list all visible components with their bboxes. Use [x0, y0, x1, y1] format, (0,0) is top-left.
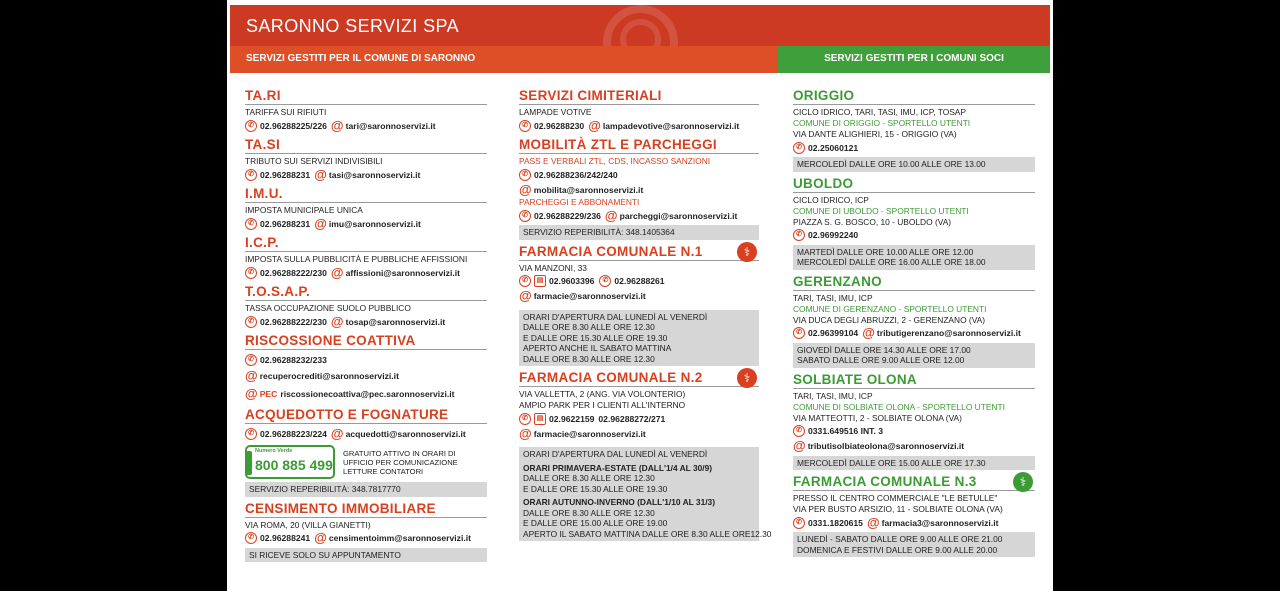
- section-solbiate: [793, 372, 1035, 471]
- pharmacy-icon: ⚕: [737, 368, 757, 388]
- email-address[interactable]: tributigerenzano@saronnoservizi.it: [876, 328, 1021, 338]
- numero-verde-badge[interactable]: [245, 445, 335, 479]
- section-title: TA.RI: [245, 88, 487, 105]
- contact-row: [245, 426, 487, 441]
- section-desc: LAMPADE VOTIVE: [519, 107, 592, 117]
- section-title: TA.SI: [245, 137, 487, 154]
- email-address[interactable]: farmacie@saronnoservizi.it: [533, 428, 646, 439]
- section-address: VIA DANTE ALIGHIERI, 15 - ORIGGIO (VA): [793, 129, 957, 139]
- section-uboldo: [793, 176, 1035, 270]
- pharmacy-icon: ⚕: [1013, 472, 1033, 492]
- contact-row: [245, 314, 487, 329]
- phone-icon: ✆: [519, 120, 531, 132]
- phone-number[interactable]: 02.96288225/226: [260, 120, 327, 131]
- pharmacy-icon: ⚕: [737, 242, 757, 262]
- section-address: VIA DUCA DEGLI ABRUZZI, 2 - GERENZANO (VA): [793, 314, 986, 325]
- hours-line: APERTO IL SABATO MATTINA DALLE ORE 8.30 ALLE ORE12.30: [523, 528, 772, 539]
- email-icon: @: [314, 530, 327, 545]
- hours-line: E DALLE ORE 15.30 ALLE ORE 19.30: [523, 483, 668, 494]
- hours-line: DALLE ORE 8.30 ALLE ORE 12.30: [523, 473, 655, 483]
- contact-row: [519, 426, 759, 441]
- phone-icon: ✆: [519, 275, 531, 287]
- section-tosap: [245, 284, 487, 329]
- phone-icon: ✆: [519, 413, 531, 425]
- hours-line: LUNEDÌ - SABATO DALLE ORE 9.00 ALLE ORE 21.00: [797, 534, 1003, 544]
- phone-icon: ✆: [793, 229, 805, 241]
- section-title: ORIGGIO: [793, 88, 1035, 105]
- section-desc: TASSA OCCUPAZIONE SUOLO PUBBLICO: [245, 303, 411, 313]
- section-origgio: [793, 88, 1035, 172]
- email-icon: @: [245, 368, 258, 383]
- section-farmacia-2: [519, 370, 772, 541]
- header-bar: [230, 5, 1050, 46]
- phone-icon: ✆: [245, 316, 257, 328]
- section-title: FARMACIA COMUNALE N.2: [519, 370, 759, 387]
- section-address: VIA ROMA, 20 (VILLA GIANETTI): [245, 519, 371, 530]
- contact-row: [519, 289, 759, 304]
- phone-number[interactable]: 02.96288222/230: [260, 316, 327, 327]
- email-icon: @: [330, 117, 344, 133]
- phone-number[interactable]: 02.96288229/236: [534, 210, 601, 221]
- opening-hours-box: [793, 532, 1035, 557]
- phone-number[interactable]: 02.9622159: [549, 413, 595, 424]
- email-icon: @: [866, 514, 880, 530]
- hours-line: APERTO ANCHE IL SABATO MATTINA: [523, 343, 672, 353]
- hours-line: MERCOLEDÌ DALLE ORE 15.00 ALLE ORE 17.30: [797, 457, 986, 468]
- contact-row: [793, 326, 1035, 341]
- hours-line: MERCOLEDÌ DALLE ORE 16.00 ALLE ORE 18.00: [797, 257, 986, 267]
- phone-icon: ✆: [793, 142, 805, 154]
- section-title: CENSIMENTO IMMOBILIARE: [245, 501, 487, 518]
- office-name: COMUNE DI UBOLDO - SPORTELLO UTENTI: [793, 205, 969, 216]
- pec-address[interactable]: riscossionecoattiva@pec.saronnoservizi.it: [280, 389, 455, 399]
- section-subtitle: PARCHEGGI E ABBONAMENTI: [519, 197, 640, 207]
- hours-line: E DALLE ORE 15.00 ALLE ORE 19.00: [523, 518, 668, 528]
- section-address-note: AMPIO PARK PER I CLIENTI ALL'INTERNO: [519, 400, 686, 410]
- section-title: I.C.P.: [245, 235, 487, 252]
- phone-number[interactable]: 0331.649516 INT. 3: [808, 426, 884, 436]
- opening-hours-box: [519, 310, 759, 367]
- section-desc: TARIFFA SUI RIFIUTI: [245, 107, 327, 117]
- section-desc: TRIBUTO SUI SERVIZI INDIVISIBILI: [245, 156, 383, 166]
- section-title: FARMACIA COMUNALE N.3: [793, 474, 1035, 491]
- phone-icon: ✆: [599, 275, 611, 287]
- contact-row: [245, 367, 487, 385]
- section-farmacia-3: [793, 474, 1035, 557]
- email-icon: @: [588, 117, 601, 133]
- phone-number[interactable]: 02.96288222/230: [260, 267, 327, 278]
- phone-number[interactable]: 02.96288230: [534, 120, 585, 131]
- email-icon: @: [604, 207, 618, 223]
- reperibilita-box: SERVIZIO REPERIBILITÀ: 348.1405364: [519, 225, 759, 240]
- email-address[interactable]: recuperocrediti@saronnoservizi.it: [259, 371, 399, 381]
- email-icon: @: [519, 288, 532, 303]
- section-title: T.O.S.A.P.: [245, 284, 487, 301]
- phone-icon: ✆: [519, 210, 531, 222]
- brochure-page: [227, 0, 1053, 591]
- fax-icon: ▤: [534, 413, 546, 425]
- contact-row: [245, 167, 487, 182]
- section-address: PRESSO IL CENTRO COMMERCIALE "LE BETULLE": [793, 493, 998, 503]
- section-address-2: VIA PER BUSTO ARSIZIO, 11 - SOLBIATE OLONA (VA): [793, 504, 1003, 514]
- contact-row: [519, 208, 759, 223]
- hours-title: ORARI D'APERTURA DAL LUNEDÌ AL VENERDÌ: [523, 449, 708, 459]
- email-address[interactable]: tosap@saronnoservizi.it: [345, 316, 446, 327]
- section-desc: TARI, TASI, IMU, ICP: [793, 292, 873, 303]
- phone-icon: ✆: [245, 169, 257, 181]
- section-title: SERVIZI CIMITERIALI: [519, 88, 759, 105]
- phone-number[interactable]: 02.96288223/224: [260, 428, 327, 439]
- hours-line: DALLE ORE 8.30 ALLE ORE 12.30: [523, 507, 655, 518]
- section-title: ACQUEDOTTO E FOGNATURE: [245, 407, 487, 424]
- winter-hours-title: ORARI AUTUNNO-INVERNO (DALL'1/10 AL 31/3): [523, 497, 715, 507]
- section-address: VIA MATTEOTTI, 2 - SOLBIATE OLONA (VA): [793, 412, 962, 423]
- phone-icon: ✆: [519, 169, 531, 181]
- opening-hours-box: [793, 343, 1035, 368]
- hours-line: SABATO DALLE ORE 9.00 ALLE ORE 12.00: [797, 355, 965, 365]
- section-censimento: [245, 501, 487, 563]
- hours-line: ORARI D'APERTURA DAL LUNEDÌ AL VENERDÌ: [523, 311, 708, 322]
- contact-row: [519, 411, 759, 426]
- contact-row: [245, 118, 487, 133]
- contact-row: [519, 118, 759, 133]
- contact-row: [793, 140, 1035, 155]
- section-desc: IMPOSTA SULLA PUBBLICITÀ E PUBBLICHE AFFISSIONI: [245, 254, 468, 264]
- phone-number-2[interactable]: 02.96288272/271: [598, 413, 666, 424]
- contact-row: [519, 182, 759, 197]
- section-tasi: [245, 137, 487, 182]
- phone-number[interactable]: 02.25060121: [808, 142, 859, 153]
- section-title: RISCOSSIONE COATTIVA: [245, 333, 487, 350]
- numero-verde-block: [245, 445, 487, 479]
- opening-hours-box: [793, 157, 1035, 172]
- section-tari: [245, 88, 487, 133]
- phone-icon: ✆: [245, 354, 257, 366]
- column-services: [519, 88, 772, 545]
- opening-hours-box: [793, 245, 1035, 270]
- email-icon: @: [314, 166, 327, 182]
- phone-icon: ✆: [245, 120, 257, 132]
- email-icon: @: [330, 264, 344, 280]
- phone-icon: ✆: [793, 327, 805, 339]
- section-address: VIA MANZONI, 33: [519, 262, 587, 273]
- phone-number[interactable]: 02.96288236/242/240: [534, 169, 618, 180]
- email-address[interactable]: farmacia3@saronnoservizi.it: [881, 517, 999, 528]
- email-address[interactable]: imu@saronnoservizi.it: [328, 218, 421, 229]
- contact-row: [519, 167, 759, 182]
- contact-row: [793, 439, 1035, 454]
- section-title: GERENZANO: [793, 274, 1035, 291]
- contact-row: [519, 274, 759, 289]
- reperibilita-box: SERVIZIO REPERIBILITÀ: 348.7817770: [245, 482, 487, 497]
- phone-number[interactable]: 02.96288241: [260, 533, 311, 543]
- section-desc: CICLO IDRICO, ICP: [793, 194, 869, 205]
- hours-line: MERCOLEDÌ DALLE ORE 10.00 ALLE ORE 13.00: [797, 159, 986, 169]
- section-imu: [245, 186, 487, 231]
- contact-row: [793, 228, 1035, 243]
- column-comuni-soci: [793, 88, 1035, 561]
- phone-number[interactable]: 02.96288231: [260, 218, 311, 229]
- section-gerenzano: [793, 274, 1035, 368]
- section-acquedotto: [245, 407, 487, 497]
- section-desc: CICLO IDRICO, TARI, TASI, IMU, ICP, TOSAP: [793, 107, 966, 117]
- section-title: FARMACIA COMUNALE N.1: [519, 244, 759, 261]
- pec-label: PEC: [259, 389, 278, 399]
- email-icon: @: [793, 438, 806, 453]
- email-icon: @: [862, 325, 875, 340]
- phone-number[interactable]: 02.96399104: [808, 328, 859, 338]
- hours-line: MARTEDÌ DALLE ORE 10.00 ALLE ORE 12.00: [797, 246, 974, 257]
- hours-line: GIOVEDÌ DALLE ORE 14.30 ALLE ORE 17.00: [797, 344, 971, 355]
- numero-verde-label: Numero Verde: [255, 448, 293, 454]
- phone-number[interactable]: 02.96288231: [260, 169, 311, 180]
- hours-line: DOMENICA E FESTIVI DALLE ORE 9.00 ALLE 20.00: [797, 544, 998, 555]
- section-address: PIAZZA S. G. BOSCO, 10 - UBOLDO (VA): [793, 216, 952, 227]
- contact-row: [245, 265, 487, 280]
- section-farmacia-1: [519, 244, 759, 367]
- opening-hours-box: [793, 456, 1035, 471]
- subheader-comuni-soci: SERVIZI GESTITI PER I COMUNI SOCI: [778, 46, 1050, 73]
- section-subtitle: PASS E VERBALI ZTL, CDS, INCASSO SANZIONI: [519, 156, 711, 166]
- phone-icon: ✆: [793, 517, 805, 529]
- email-address[interactable]: tributisolbiateolona@saronnoservizi.it: [807, 441, 965, 451]
- hours-line: DALLE ORE 8.30 ALLE ORE 12.30: [523, 322, 655, 332]
- phone-number-2[interactable]: 02.96288261: [614, 276, 665, 286]
- phone-number[interactable]: 02.96288232/233: [260, 354, 327, 365]
- office-name: COMUNE DI GERENZANO - SPORTELLO UTENTI: [793, 303, 987, 314]
- email-address[interactable]: tari@saronnoservizi.it: [345, 120, 436, 131]
- email-icon: @: [330, 425, 344, 441]
- email-address[interactable]: lampadevotive@saronnoservizi.it: [602, 120, 740, 131]
- phone-icon: ✆: [793, 425, 805, 437]
- phone-icon: ✆: [245, 532, 257, 544]
- hours-line: DALLE ORE 8.30 ALLE ORE 12.30: [523, 353, 655, 364]
- email-icon: @: [519, 425, 532, 441]
- section-title: MOBILITÀ ZTL E PARCHEGGI: [519, 137, 759, 154]
- email-address[interactable]: acquedotti@saronnoservizi.it: [345, 428, 466, 439]
- email-icon: @: [314, 215, 327, 231]
- contact-row: [245, 216, 487, 231]
- phone-number[interactable]: 02.96992240: [808, 230, 859, 240]
- fax-icon: ▤: [534, 275, 546, 287]
- section-desc: IMPOSTA MUNICIPALE UNICA: [245, 205, 363, 215]
- section-title: UBOLDO: [793, 176, 1035, 193]
- company-title: SARONNO SERVIZI SPA: [246, 16, 459, 36]
- phone-icon: ✆: [245, 267, 257, 279]
- contact-row: [245, 352, 487, 367]
- opening-hours-box: [519, 447, 772, 541]
- email-icon: @: [245, 386, 258, 401]
- phone-icon: ✆: [245, 218, 257, 230]
- email-address[interactable]: affissioni@saronnoservizi.it: [345, 267, 461, 278]
- email-address[interactable]: tasi@saronnoservizi.it: [328, 169, 421, 180]
- section-icp: [245, 235, 487, 280]
- appointment-note: SI RICEVE SOLO SU APPUNTAMENTO: [245, 548, 487, 563]
- section-title: I.M.U.: [245, 186, 487, 203]
- office-name: COMUNE DI SOLBIATE OLONA - SPORTELLO UTENTI: [793, 401, 1005, 412]
- email-address[interactable]: parcheggi@saronnoservizi.it: [619, 210, 738, 221]
- contact-row: [245, 385, 487, 403]
- subheader-saronno: SERVIZI GESTITI PER IL COMUNE DI SARONNO: [230, 46, 778, 73]
- contact-row: [245, 531, 487, 546]
- section-mobilita: [519, 137, 759, 240]
- email-icon: @: [519, 181, 532, 197]
- section-riscossione: [245, 333, 487, 403]
- phone-number[interactable]: 02.9603396: [549, 276, 595, 286]
- phone-handset-icon: [246, 451, 252, 475]
- numero-verde-text: GRATUITO ATTIVO IN ORARI DI UFFICIO PER COMUNICAZIONE LETTURE CONTATORI: [343, 448, 458, 476]
- email-address[interactable]: farmacie@saronnoservizi.it: [533, 291, 646, 301]
- hours-line: E DALLE ORE 15.30 ALLE ORE 19.30: [523, 332, 668, 343]
- numero-verde-number: 800 885 499: [255, 457, 333, 473]
- phone-number[interactable]: 0331.1820615: [808, 517, 863, 528]
- office-name: COMUNE DI ORIGGIO - SPORTELLO UTENTI: [793, 118, 971, 128]
- contact-row: [793, 515, 1035, 530]
- phone-icon: ✆: [245, 428, 257, 440]
- section-cimiteriali: [519, 88, 759, 133]
- contact-row: [793, 424, 1035, 439]
- section-title: SOLBIATE OLONA: [793, 372, 1035, 389]
- section-desc: TARI, TASI, IMU, ICP: [793, 390, 873, 401]
- column-saronno-taxes: [245, 88, 487, 566]
- email-address[interactable]: censimentoimm@saronnoservizi.it: [328, 533, 471, 543]
- summer-hours-title: ORARI PRIMAVERA-ESTATE (DALL'1/4 AL 30/9): [523, 462, 713, 473]
- email-address[interactable]: mobilita@saronnoservizi.it: [533, 184, 644, 195]
- email-icon: @: [330, 313, 344, 329]
- section-address: VIA VALLETTA, 2 (ANG. VIA VOLONTERIO): [519, 389, 686, 399]
